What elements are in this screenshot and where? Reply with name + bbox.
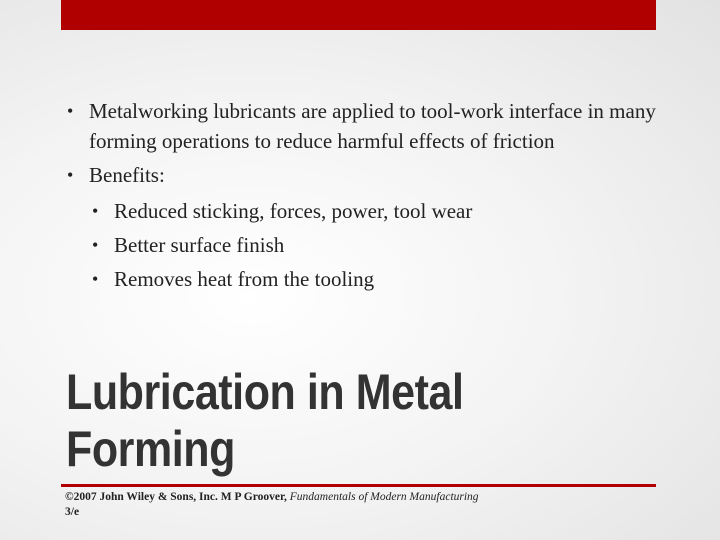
bullet-dot-icon: • xyxy=(92,201,99,221)
sub-bullet-item xyxy=(85,194,660,228)
footer-edition: 3/e xyxy=(65,506,80,518)
footer-copyright: ©2007 John Wiley & Sons, Inc. M P Groover, xyxy=(65,491,287,503)
slide-title xyxy=(66,364,582,478)
sub-bullet-text: Better surface finish xyxy=(114,233,285,257)
footer-citation xyxy=(65,490,485,520)
footer-book-title: Fundamentals of Modern Manufacturing xyxy=(289,491,479,503)
bullet-dot-icon: • xyxy=(92,235,99,255)
bullet-text: Benefits: xyxy=(89,163,165,187)
bullet-dot-icon: • xyxy=(67,101,74,121)
sub-bullet-item xyxy=(85,228,660,262)
slide-title-line-2: Forming xyxy=(66,421,235,477)
bullet-dot-icon: • xyxy=(67,165,74,185)
bullet-dot-icon: • xyxy=(92,269,99,289)
sub-bullet-text: Removes heat from the tooling xyxy=(114,267,375,291)
top-accent-bar xyxy=(61,0,656,30)
sub-bullet-text: Reduced sticking, forces, power, tool wear xyxy=(114,199,473,223)
bullet-item xyxy=(60,96,660,156)
footer-divider xyxy=(61,484,656,487)
slide-title-line-1: Lubrication in Metal xyxy=(66,364,464,420)
sub-bullet-item xyxy=(85,262,660,296)
bullet-item xyxy=(60,160,660,190)
slide-body xyxy=(60,96,660,296)
bullet-text: Metalworking lubricants are applied to tool‑work interface in many forming operations to reduce harmful effects of friction xyxy=(89,99,656,153)
